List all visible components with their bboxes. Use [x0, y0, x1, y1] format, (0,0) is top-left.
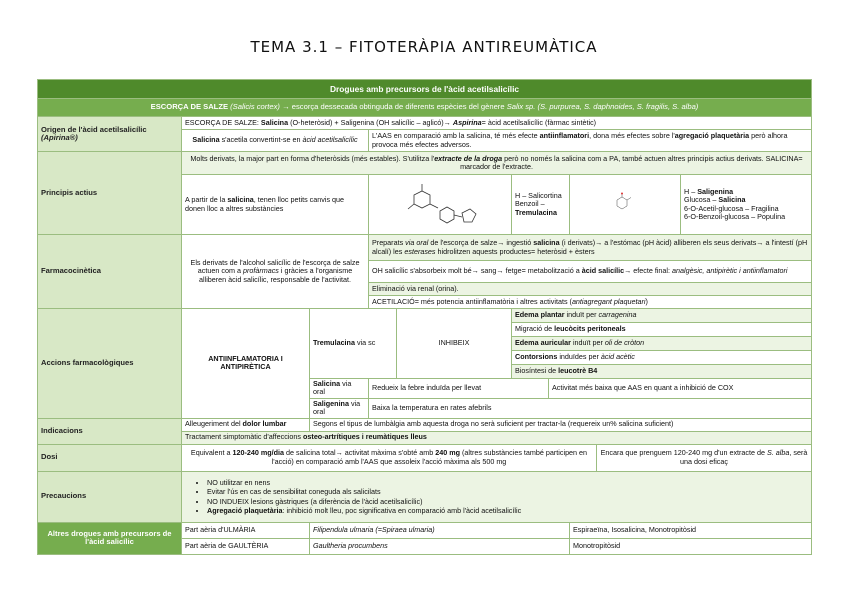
row-label-farmaco: Farmacocinètica — [38, 235, 182, 309]
origen-salicina-cell: Salicina s'acetila convertint-se en àcid acetilsalicílic — [182, 130, 369, 152]
precaucio-item: • NO INDUEIX lesions gàstriques (a diferència de l'àcid acetilsalicílic) — [207, 497, 808, 506]
subheader-text: → escorça dessecada obtinguda de diferents espècies del gènere — [282, 102, 505, 112]
accions-saligenina: Saligenina via oral — [310, 398, 369, 418]
farmaco-r4: ACETILACIÓ= més potencia antiinflamatòria i altres activitats (antiagregant plaquetari) — [369, 296, 812, 309]
accions-item-4: Biosíntesi de leucotrè B4 — [512, 365, 812, 379]
row-label-accions: Accions farmacològiques — [38, 309, 182, 419]
accions-salicina-cox: Activitat més baixa que AAS en quant a inhibició de COX — [549, 379, 812, 399]
salicortina-structure — [369, 175, 512, 235]
accions-salicina-effect: Redueix la febre induïda per llevat — [369, 379, 549, 399]
row-label-precaucions: Precaucions — [38, 471, 182, 522]
row-label-dosi: Dosi — [38, 444, 182, 471]
origen-aas-cell: L'AAS en comparació amb la salicina, té més efecte antiinflamatori, dona més efectes sobre l'agregació plaquetària però alhora provoca més efectes adversos. — [369, 130, 812, 152]
subheader-lead: ESCORÇA DE SALZE — [150, 102, 229, 112]
indicacions-lumbalgia: Segons el tipus de lumbàlgia amb aquesta droga no serà suficient per tractar-la (requereix un% salicina suficient) — [310, 418, 812, 431]
farmaco-r3: Eliminació via renal (orina). — [369, 283, 812, 296]
altres-part-1: Part aèria de GAULTÈRIA — [182, 538, 310, 554]
altres-comp-0: Espiraeïna, Isosalicina, Monotropitòsid — [570, 522, 812, 538]
accions-inhibeix: INHIBEIX — [397, 309, 512, 379]
altres-part-0: Part aèria d'ULMÀRIA — [182, 522, 310, 538]
dosi-left: Equivalent a 120-240 mg/dia de salicina total→ activitat màxima s'obté amb 240 mg (altres substàncies també participen en l'acció) en comparació amb l'AAS que assoleix l'acció màxima als 500 mg — [182, 444, 597, 471]
summary-table-wrapper — [37, 79, 811, 555]
row-label-altres: Altres drogues amb precursors de l'àcid salicílic — [38, 522, 182, 554]
principis-mid: H – Salicortina Benzoil – Tremulacina — [512, 175, 570, 235]
row-label-indicacions: Indicacions — [38, 418, 182, 444]
row-label-principis: Principis actius — [38, 152, 182, 235]
altres-latin-1: Gaultheria procumbens — [310, 538, 570, 554]
indicacions-tractament: Tractament simptomàtic d'affeccions osteo-artrítiques i reumàtiques lleus — [182, 431, 812, 444]
page-title: TEMA 3.1 – FITOTERÀPIA ANTIREUMÀTICA — [250, 38, 598, 56]
precaucions-list — [182, 471, 812, 522]
origen-row1: ESCORÇA DE SALZE: Salicina (O-heteròsid) + Saligenina (OH salicílic – aglicó)→ Aspirina= àcid acetilsalicílic (fàrmac sintètic) — [182, 117, 812, 130]
accions-item-2: Edema auricular induït per oli de cròton — [512, 337, 812, 351]
principis-left: A partir de la salicina, tenen lloc petits canvis que donen lloc a altres substàncies — [182, 175, 369, 235]
saligenina-structure-icon — [605, 179, 645, 231]
accions-item-0: Edema plantar induït per carragenina — [512, 309, 812, 323]
table-header: Drogues amb precursors de l'àcid acetilsalicílic — [38, 80, 812, 99]
subheader-genus: Salix sp. — [506, 102, 536, 112]
precaucio-item: • Agregació plaquetària: inhibició molt lleu, poc significativa en comparació amb l'àcid acetilsalicílic — [207, 506, 808, 515]
farmaco-r1: Preparats via oral de l'escorça de salze→ ingestió salicina (i derivats)→ a l'estómac (pH àcid) alliberen els seus derivats→ a l'intestí (pH alcalí) les esterases hidrolitzen aquests productes= heteròsid + èsters — [369, 235, 812, 261]
accions-salicina: Salicina via oral — [310, 379, 369, 399]
row-label-origen: Origen de l'àcid acetilsalicílic (Apirina®) — [38, 117, 182, 152]
precaucio-item: • Evitar l'ús en cas de sensibilitat coneguda als salicilats — [207, 487, 808, 496]
altres-comp-1: Monotropitòsid — [570, 538, 812, 554]
accions-saligenina-effect: Baixa la temperatura en rates afebrils — [369, 398, 812, 418]
summary-table — [37, 79, 812, 555]
dosi-right: Encara que prenguem 120-240 mg d'un extracte de S. alba, serà una dosi eficaç — [597, 444, 812, 471]
accions-tremulacina: Tremulacina via sc — [310, 309, 397, 379]
farmaco-left: Els derivats de l'alcohol salicílic de l'escorça de salze actuen com a profàrmacs i gràcies a l'organisme alliberen àcid salicílic, responsable de l'activitat. — [182, 235, 369, 309]
indicacions-dolor: Alleugeriment del dolor lumbar — [182, 418, 310, 431]
accions-item-1: Migració de leucòcits peritoneals — [512, 323, 812, 337]
subheader — [38, 99, 812, 117]
subheader-species: (S. purpurea, S. daphnoides, S. fragilis, S. alba) — [537, 102, 699, 112]
subheader-latin: (Salicis cortex) — [230, 102, 280, 112]
accions-antiinflamatoria: ANTIINFLAMATORIA I ANTIPIRÈTICA — [182, 309, 310, 419]
accions-item-3: Contorsions induïdes per àcid acètic — [512, 351, 812, 365]
principis-right: H – Saligenina Glucosa – Salicina 6-O-Acetil-glucosa – Fragilina 6-O-Benzoil-glucosa – Populina — [681, 175, 812, 235]
principis-row1: Molts derivats, la major part en forma d'heteròsids (més estables). S'utilitza l'extracte de la droga però no només la salicina com a PA, també actuen altres principis actius derivats. SALICINA= marcador de l'extracte. — [182, 152, 812, 175]
salicortina-structure-icon — [400, 179, 480, 231]
precaucio-item: • NO utilitzar en nens — [207, 478, 808, 487]
farmaco-r2: OH salicílic s'absorbeix molt bé→ sang→ fetge= metabolització a àcid salicílic→ efecte final: analgèsic, antipirètic i antiinflamatori — [369, 261, 812, 283]
saligenina-structure — [570, 175, 681, 235]
altres-latin-0: Filipendula ulmaria (=Spiraea ulmaria) — [310, 522, 570, 538]
